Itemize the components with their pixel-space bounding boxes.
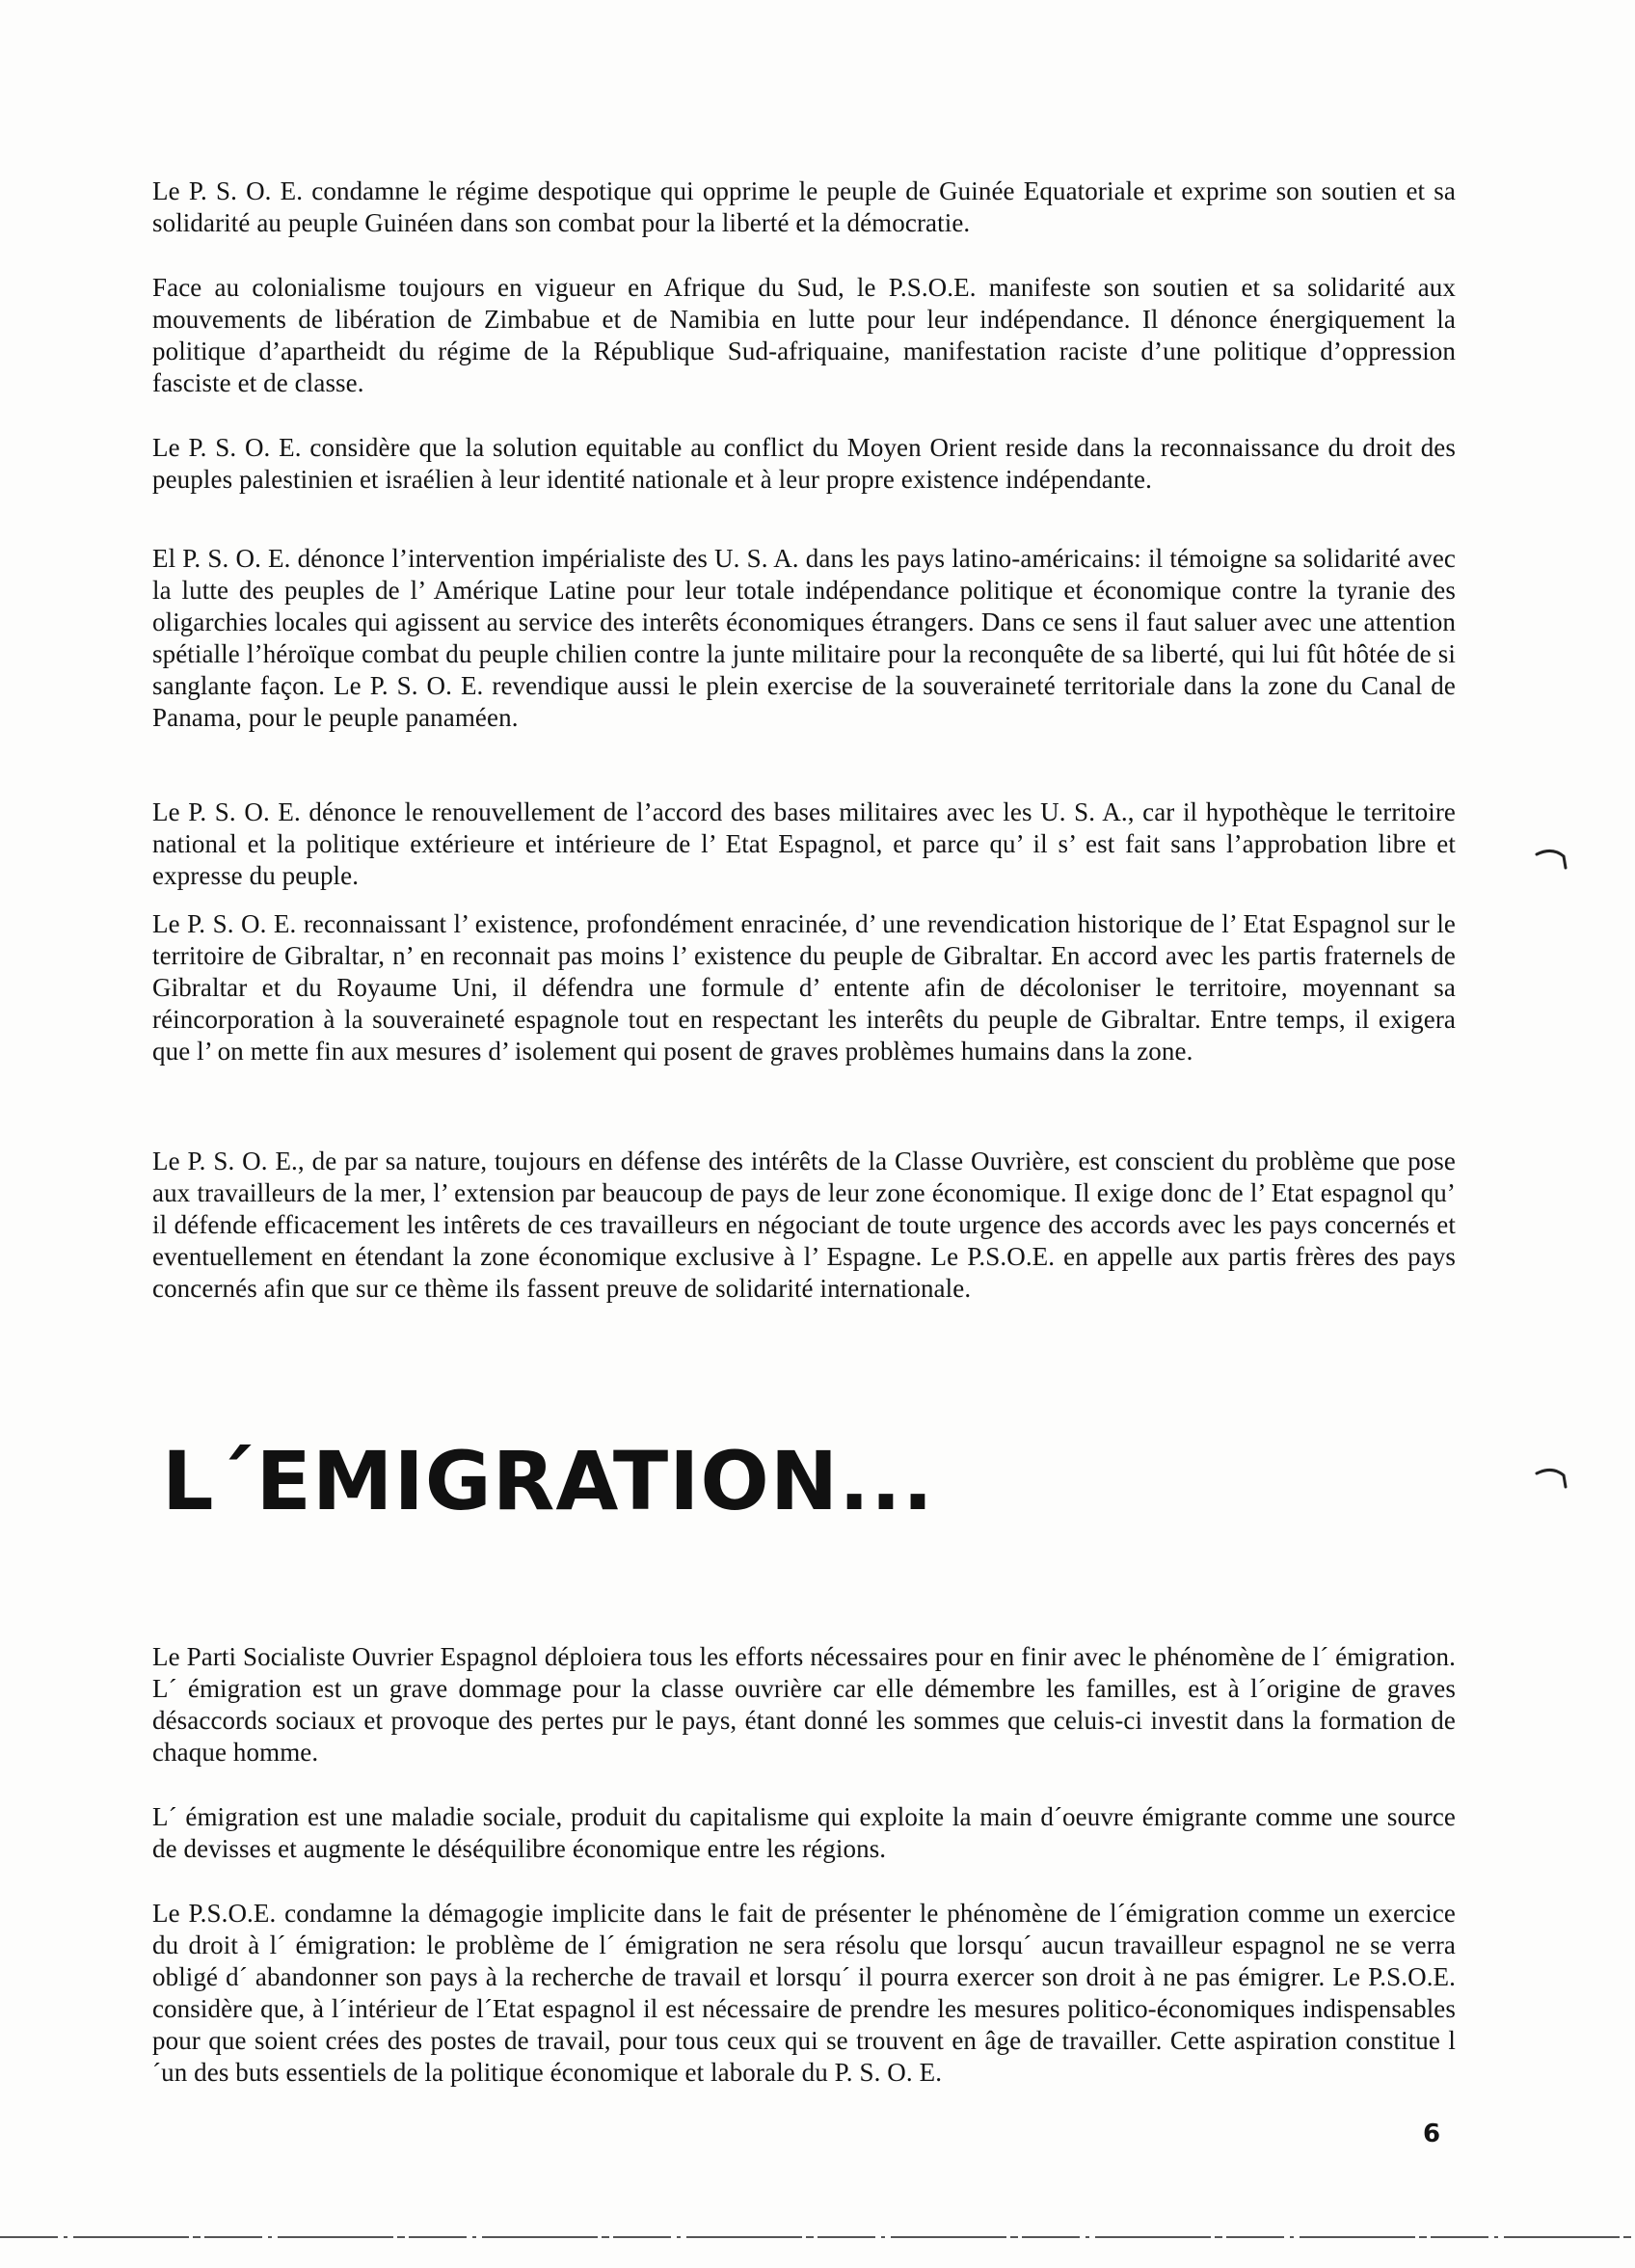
paragraph-sea-workers — [152, 1146, 1456, 1305]
paragraph-emigration-intro — [152, 1641, 1456, 1768]
paragraph-text: Le Parti Socialiste Ouvrier Espagnol déploiera tous les efforts nécessaires pour en finir avec le phénomène de l´ émigration. L´ émigration est un grave dommage pour la classe ouvrière car elle démembre les familles, est à l´origine de graves désaccords sociaux et provoque des pertes pur le pays, étant donné les sommes que celuis-ci investit dans la formation de chaque homme. — [152, 1642, 1456, 1767]
paragraph-text: Le P. S. O. E. considère que la solution equitable au conflict du Moyen Orient reside dans la reconnaissance du droit des peuples palestinien et israélien à leur identité nationale et à leur propre existence indépendante. — [152, 433, 1456, 494]
paragraph-text: Le P.S.O.E. condamne la démagogie implicite dans le fait de présenter le phénomène de l´émigration comme un exercice du droit à l´ émigration: le problème de l´ émigration ne sera résolu que lorsqu´ aucun travailleur espagnol ne se verra obligé d´ abandonner son pays à la recherche de travail et lorsqu´ il pourra exercer son droit à ne pas émigrer. Le P.S.O.E. considère que, à l´intérieur de l´Etat espagnol il est nécessaire de prendre les mesures politico-économiques indispensables pour que soient crées des postes de travail, pour tous ceux qui se trouvent en âge de travailler. Cette aspiration constitue l´un des buts essentiels de la politique économique et laborale du P. S. O. E. — [152, 1899, 1456, 2087]
page-number: 6 — [1423, 2120, 1441, 2148]
paragraph-latin-america — [152, 543, 1456, 734]
margin-arc-mark-icon — [1535, 1464, 1569, 1489]
paragraph-text: Le P. S. O. E. dénonce le renouvellement de l’accord des bases militaires avec les U. S. A., car il hypothèque le territoire national et la politique extérieure et intérieure de l’ Etat Espagnol, et parce qu’ il s’ est fait sans l’approbation libre et expresse du peuple. — [152, 797, 1456, 890]
paragraph-gibraltar — [152, 908, 1456, 1067]
paragraph-emigration-disease — [152, 1801, 1456, 1865]
paragraph-text: El P. S. O. E. dénonce l’intervention impérialiste des U. S. A. dans les pays latino-américains: il témoigne sa solidarité avec la lutte des peuples de l’ Amérique Latine pour leur totale indépendance politique et économique contre la tyranie des oligarchies locales qui agissent au service des interêts économiques étrangers. Dans ce sens il faut saluer avec une attention spétialle l’héroïque combat du peuple chilien contre la junte militaire pour la reconquête de sa liberté, qui lui fût hôtée de si sanglante façon. Le P. S. O. E. revendique aussi le plein exercise de la souveraineté territoriale dans la zone du Canal de Panama, pour le peuple panaméen. — [152, 544, 1456, 732]
bottom-scan-edge-line — [0, 2235, 1635, 2239]
paragraph-south-africa — [152, 272, 1456, 399]
paragraph-military-bases — [152, 796, 1456, 892]
paragraph-emigration-demagogy — [152, 1898, 1456, 2089]
paragraph-guinea — [152, 176, 1456, 239]
paragraph-text: L´ émigration est une maladie sociale, produit du capitalisme qui exploite la main d´oeuvre émigrante comme une source de devisses et augmente le déséquilibre économique entre les régions. — [152, 1802, 1456, 1863]
paragraph-middle-east — [152, 432, 1456, 496]
paragraph-text: Le P. S. O. E. condamne le régime despotique qui opprime le peuple de Guinée Equatoriale et exprime son soutien et sa solidarité au peuple Guinéen dans son combat pour la liberté et la démocratie. — [152, 176, 1456, 237]
paragraph-text: Le P. S. O. E., de par sa nature, toujours en défense des intérêts de la Classe Ouvrière, est conscient du problème que pose aux travailleurs de la mer, l’ extension par beaucoup de pays de leur zone économique. Il exige donc de l’ Etat espagnol qu’ il défende efficacement les intêrets de ces travailleurs en négociant de toute urgence des accords avec les pays concernés et eventuellement en étendant la zone économique exclusive à l’ Espagne. Le P.S.O.E. en appelle aux partis frères des pays concernés afin que sur ce thème ils fassent preuve de solidarité internationale. — [152, 1147, 1456, 1303]
section-heading-emigration: L´EMIGRATION... — [162, 1434, 934, 1528]
paragraph-text: Le P. S. O. E. reconnaissant l’ existence, profondément enracinée, d’ une revendication historique de l’ Etat Espagnol sur le territoire de Gibraltar, n’ en reconnait pas moins l’ existence du peuple de Gibraltar. En accord avec les partis fraternels de Gibraltar et du Royaume Uni, il défendra une formule d’ entente afin de décoloniser le territoire, moyennant sa réincorporation à la souveraineté espagnole tout en respectant les interêts du peuple de Gibraltar. Entre temps, il exigera que l’ on mette fin aux mesures d’ isolement qui posent de graves problèmes humains dans la zone. — [152, 909, 1456, 1066]
paragraph-text: Face au colonialisme toujours en vigueur en Afrique du Sud, le P.S.O.E. manifeste son soutien et sa solidarité aux mouvements de libération de Zimbabue et de Namibia en lutte pour leur indépendance. Il dénonce énergiquement la politique d’apartheidt du régime de la République Sud-afriquaine, manifestation raciste d’une politique d’oppression fasciste et de classe. — [152, 273, 1456, 397]
margin-arc-mark-icon — [1535, 845, 1569, 870]
